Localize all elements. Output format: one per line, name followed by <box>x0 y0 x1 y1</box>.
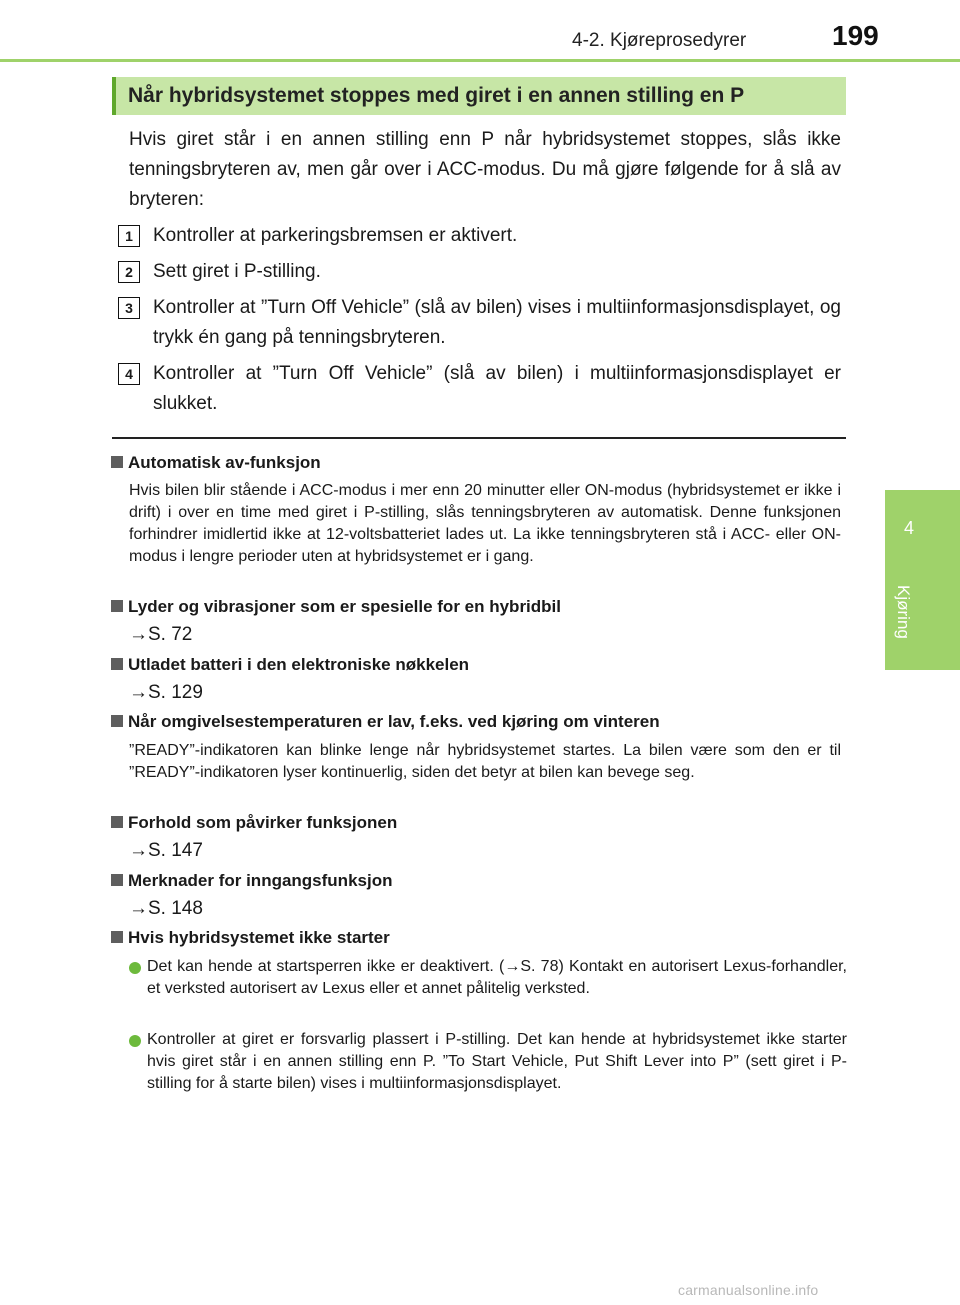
step-text-1: Kontroller at parkeringsbremsen er aktivert. <box>153 225 518 246</box>
step-number-3: 3 <box>118 297 140 319</box>
note-heading-sounds <box>111 597 561 617</box>
note-heading-text: Forhold som påvirker funksjonen <box>128 813 398 832</box>
bullet-text-shift-lever: Kontroller at giret er forsvarlig plassert i P-stilling. Det kan hende at hybridsystemet ikke starter hvis giret står i en annen stilling enn P. ”To Start Vehicle, Put Shift Lever into P” (sett giret i P-stilling for å starte bilen) vises i multiinformasjonsdisplayet. <box>147 1031 847 1092</box>
page-reference-link[interactable]: →S. 129 <box>129 682 203 703</box>
note-heading-low-temp <box>111 712 660 732</box>
step-number-2: 2 <box>118 261 140 283</box>
note-body-low-temp: ”READY”-indikatoren kan blinke lenge når hybridsystemet startes. La bilen være som den er til ”READY”-indikatoren lyser kontinuerlig, siden det betyr at bilen kan bevege seg. <box>129 742 841 781</box>
square-bullet-icon <box>111 658 123 670</box>
page-reference-link[interactable]: →S. 148 <box>129 898 203 919</box>
section-divider <box>112 437 846 439</box>
note-heading-text: Automatisk av-funksjon <box>128 453 321 472</box>
square-bullet-icon <box>111 931 123 943</box>
intro-paragraph: Hvis giret står i en annen stilling enn P når hybridsystemet stoppes, slås ikke tenningsbryteren av, men går over i ACC-modus. Du må gjøre følgende for å slå av bryteren: <box>129 129 841 210</box>
note-heading-text: Lyder og vibrasjoner som er spesielle for en hybridbil <box>128 597 561 616</box>
section-banner <box>112 77 846 115</box>
note-heading-key-battery <box>111 655 469 675</box>
note-body-auto-off: Hvis bilen blir stående i ACC-modus i mer enn 20 minutter eller ON-modus (hybridsystemet er ikke i drift) i over en time med giret i P-stilling, slås tenningsbryteren av automatisk. Denne funksjonen forhindrer imidlertid ikke at 12-voltsbatteriet lades ut. La ikke tenningsbryteren stå i ACC- eller ON-modus i lengre perioder uten at hybridsystemet er i gang. <box>129 482 841 565</box>
square-bullet-icon <box>111 600 123 612</box>
step-text-4: Kontroller at ”Turn Off Vehicle” (slå av bilen) i multiinformasjonsdisplayet er slukket. <box>153 363 841 414</box>
square-bullet-icon <box>111 715 123 727</box>
chapter-tab <box>885 490 960 670</box>
note-heading-text: Utladet batteri i den elektroniske nøkkelen <box>128 655 470 674</box>
note-heading-entry-function <box>111 871 392 891</box>
square-bullet-icon <box>111 816 123 828</box>
step-number-4: 4 <box>118 363 140 385</box>
header-rule <box>0 59 960 62</box>
square-bullet-icon <box>111 874 123 886</box>
chapter-label: Kjøring <box>894 585 913 639</box>
circle-bullet-icon <box>129 962 141 974</box>
page-reference-link[interactable]: →S. 72 <box>129 624 193 645</box>
note-heading-text: Merknader for inngangsfunksjon <box>128 871 393 890</box>
bullet-text-immobilizer: Det kan hende at startsperren ikke er deaktivert. (→S. 78) Kontakt en autorisert Lexus-forhandler, et verksted autorisert av Lexus eller et annet pålitelig verksted. <box>147 958 847 997</box>
note-heading-text: Hvis hybridsystemet ikke starter <box>128 928 390 947</box>
watermark: carmanualsonline.info <box>678 1282 819 1298</box>
note-heading-text: Når omgivelsestemperaturen er lav, f.eks. ved kjøring om vinteren <box>128 712 660 731</box>
page-reference-link[interactable]: →S. 147 <box>129 840 203 861</box>
square-bullet-icon <box>111 456 123 468</box>
running-header-section: 4-2. Kjøreprosedyrer <box>572 30 747 51</box>
step-text-3: Kontroller at ”Turn Off Vehicle” (slå av bilen) vises i multiinformasjonsdisplayet, og trykk én gang på tenningsbryteren. <box>153 297 841 348</box>
note-heading-no-start <box>111 928 390 948</box>
note-heading-conditions <box>111 813 397 833</box>
section-title: Når hybridsystemet stoppes med giret i en annen stilling en P <box>128 84 745 107</box>
note-heading-auto-off <box>111 453 321 473</box>
step-number-1: 1 <box>118 225 140 247</box>
page-number: 199 <box>832 20 879 51</box>
circle-bullet-icon <box>129 1035 141 1047</box>
step-text-2: Sett giret i P-stilling. <box>153 261 321 282</box>
chapter-number: 4 <box>903 518 914 538</box>
